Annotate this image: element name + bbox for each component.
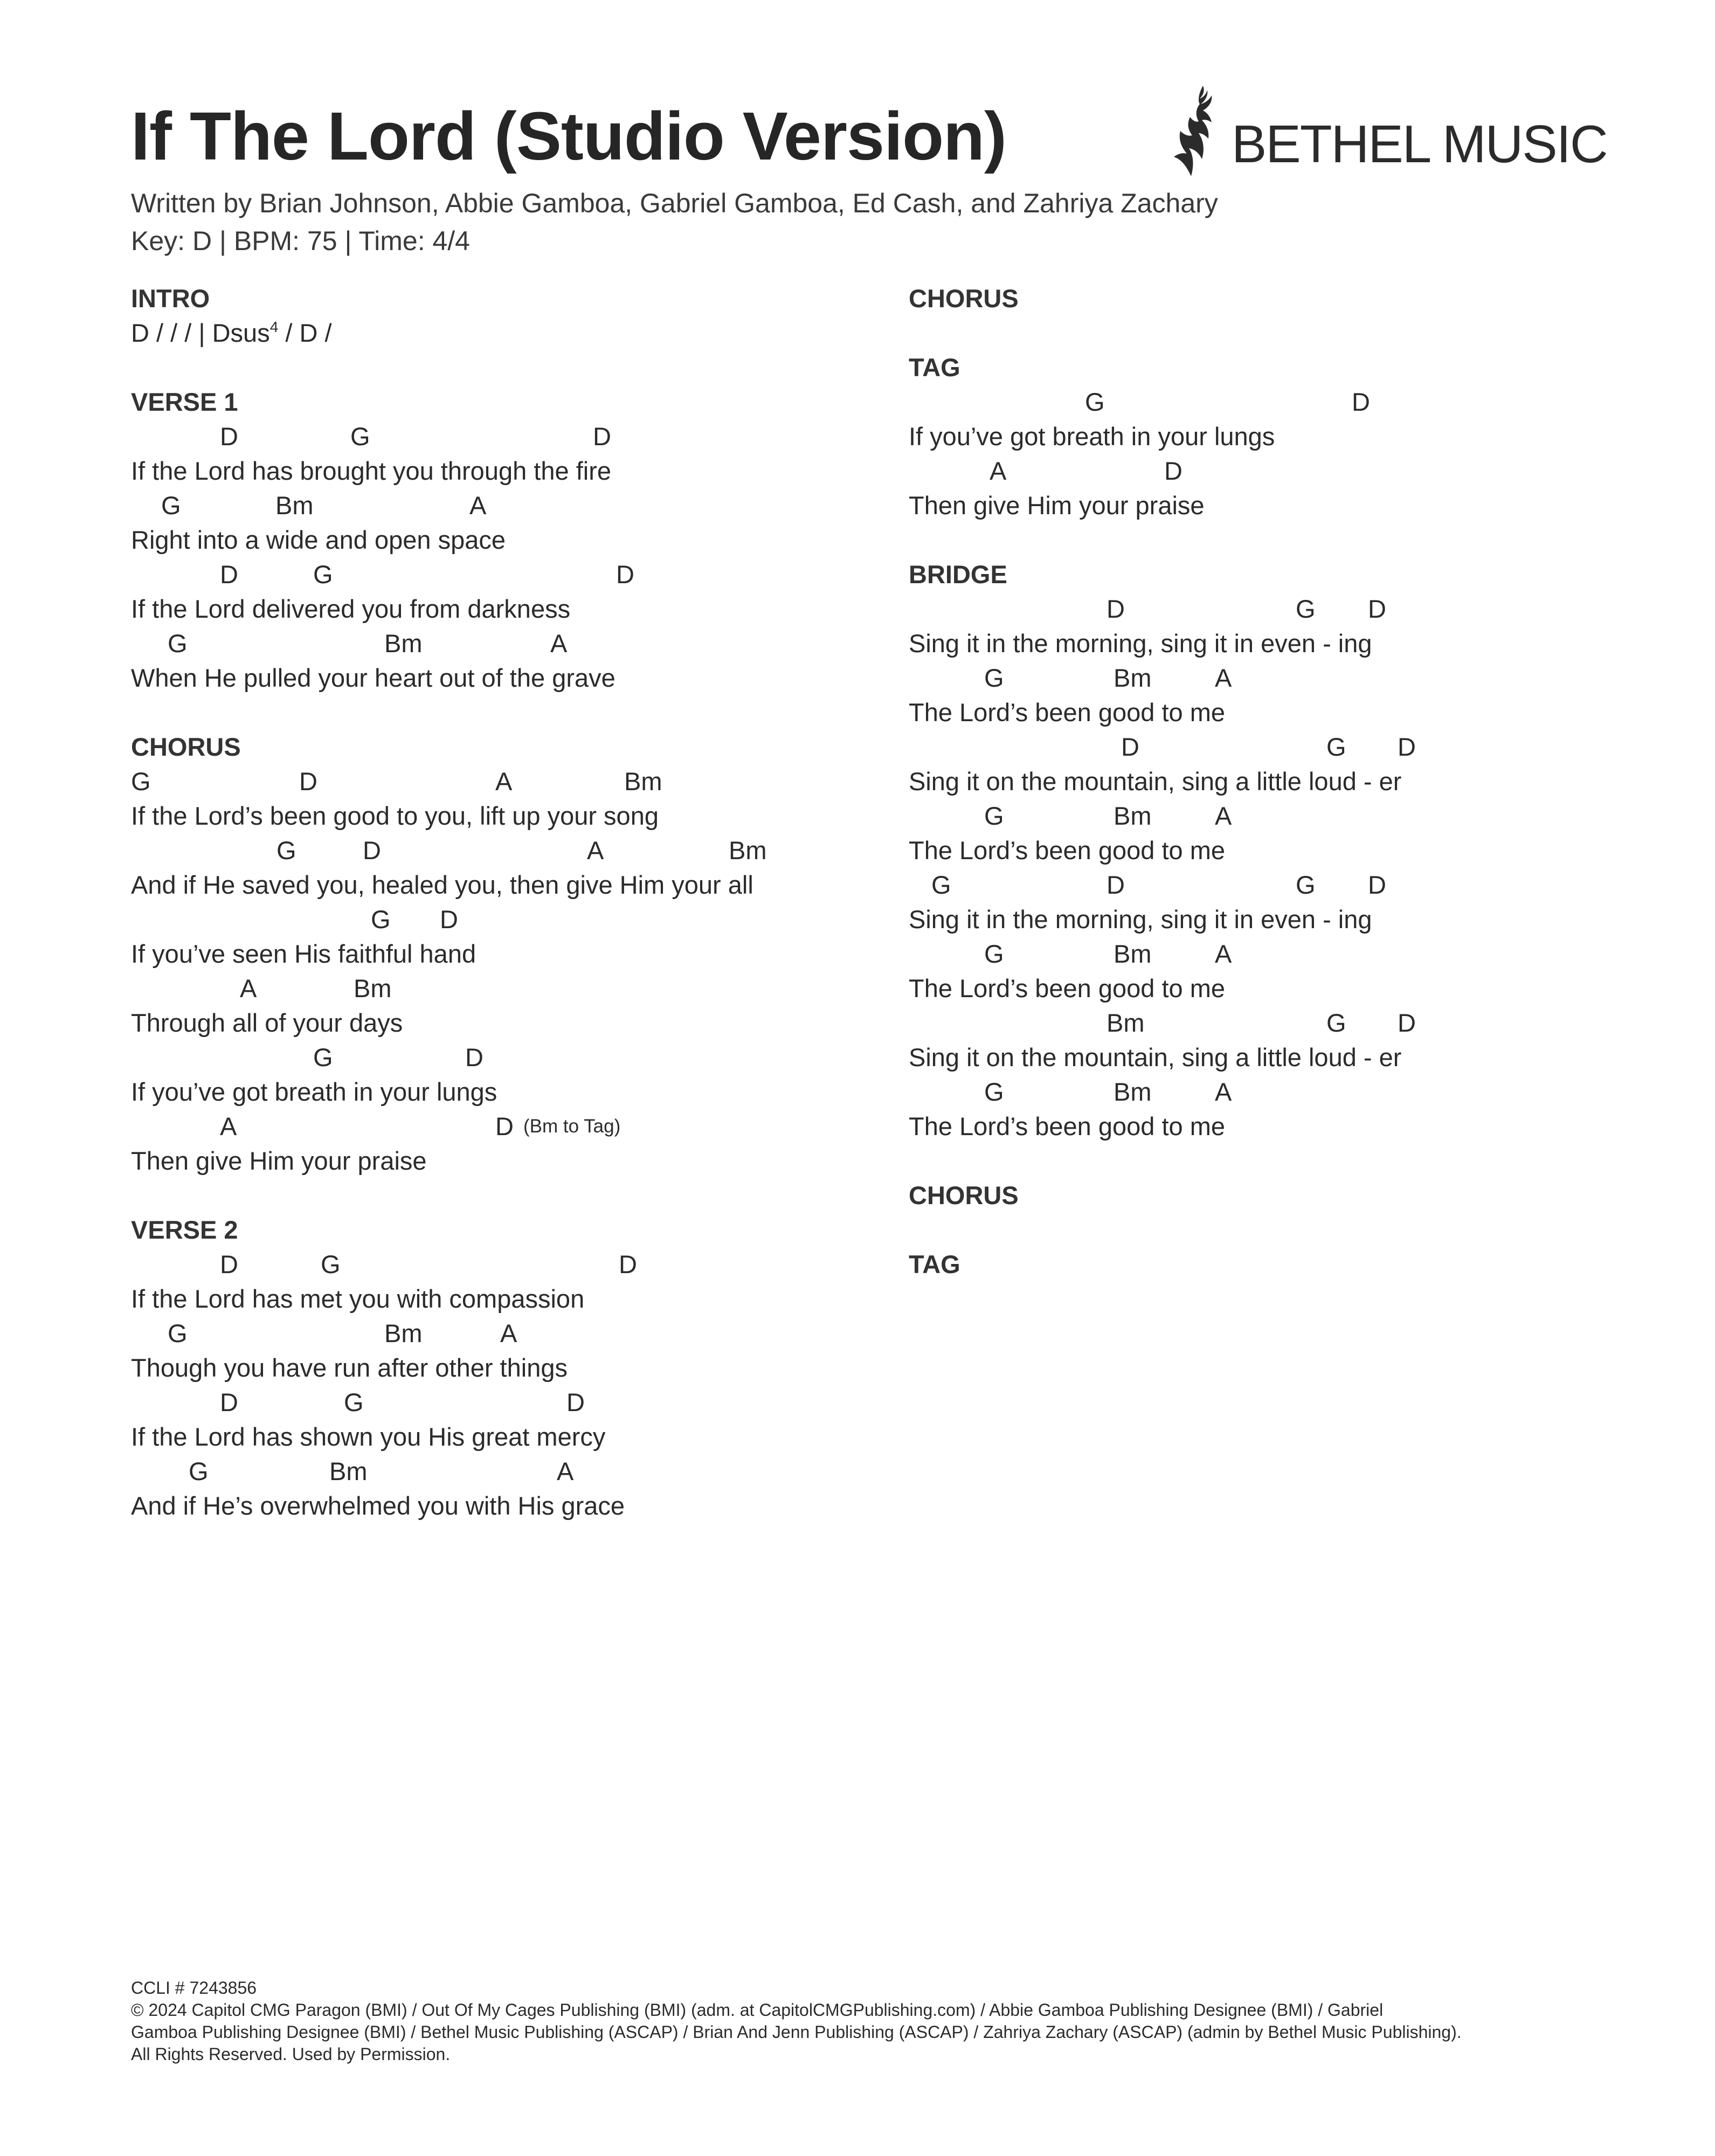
chord-line	[909, 454, 1636, 488]
chord: G	[131, 767, 151, 796]
chord-line	[131, 902, 859, 937]
chord: A	[500, 1319, 517, 1348]
lyric-line: If you’ve got breath in your lungs	[909, 422, 1275, 451]
lyric-line: The Lord’s been good to me	[909, 1112, 1226, 1141]
chord: A	[990, 457, 1007, 485]
chord-line	[131, 833, 859, 868]
chord: G	[276, 836, 296, 865]
chord-line	[131, 626, 859, 661]
chord: D	[1352, 388, 1370, 416]
chord: Bm	[729, 836, 767, 865]
lyric-line: Then give Him your praise	[909, 491, 1205, 520]
lyric-line: Sing it on the mountain, sing a little loud - er	[909, 1043, 1402, 1072]
section-intro	[131, 281, 859, 350]
chord: A	[1215, 801, 1232, 830]
chord: A	[557, 1457, 574, 1485]
chord-line	[909, 730, 1636, 764]
chord: D	[220, 1250, 238, 1279]
lyric-line: And if He’s overwhelmed you with His grace	[131, 1491, 625, 1520]
chord: G	[1296, 595, 1316, 623]
chord: D	[1164, 457, 1182, 485]
section-verse-1	[131, 385, 859, 695]
chord-note: (Bm to Tag)	[523, 1116, 621, 1137]
chord: G	[1085, 388, 1105, 416]
chord: D	[566, 1388, 585, 1416]
chord: Bm	[384, 1319, 423, 1348]
section-title-chorus-repeat: CHORUS	[909, 1181, 1019, 1210]
chord: A	[1215, 664, 1232, 692]
chord: G	[1326, 1008, 1346, 1037]
chord-line	[909, 385, 1636, 419]
chord: G	[161, 491, 181, 520]
lyric-line: If the Lord has brought you through the fire	[131, 457, 611, 485]
section-title: BRIDGE	[909, 560, 1007, 589]
chord: D	[616, 560, 634, 589]
chord: D	[220, 1388, 238, 1416]
chord: D	[220, 560, 238, 589]
lyric-line: Sing it in the morning, sing it in even - ing	[909, 629, 1372, 658]
lyric-line: If you’ve seen His faithful hand	[131, 939, 476, 968]
chord-line	[131, 1109, 859, 1144]
chord: D	[1398, 733, 1416, 761]
intro-chords-end: / D /	[278, 319, 332, 347]
chord-line	[909, 937, 1636, 971]
chord: G	[350, 422, 370, 451]
chord: Bm	[1114, 1077, 1152, 1106]
chord: D	[619, 1250, 637, 1279]
section-title-tag-repeat: TAG	[909, 1250, 960, 1279]
chord: D	[220, 422, 238, 451]
lyric-line: The Lord’s been good to me	[909, 836, 1226, 865]
chord: G	[931, 870, 951, 899]
lyric-line: Though you have run after other things	[131, 1353, 568, 1382]
chord: G	[984, 1077, 1004, 1106]
chord: G	[984, 801, 1004, 830]
chord: Bm	[1114, 939, 1152, 968]
chord: D	[299, 767, 317, 796]
chord: D	[1398, 1008, 1416, 1037]
chord-line	[131, 971, 859, 1006]
chord: G	[321, 1250, 341, 1279]
chord: D	[440, 905, 458, 934]
chord: Bm	[275, 491, 314, 520]
section-title: VERSE 2	[131, 1215, 238, 1244]
copyright-footer	[131, 1977, 1683, 2065]
song-key-bpm-time: Key: D | BPM: 75 | Time: 4/4	[131, 226, 470, 256]
lyric-line: And if He saved you, healed you, then give Him your all	[131, 870, 753, 899]
chord: G	[984, 664, 1004, 692]
chord: Bm	[329, 1457, 368, 1485]
chord: A	[550, 629, 568, 658]
copyright-line: All Rights Reserved. Used by Permission.	[131, 2044, 451, 2064]
section-title: CHORUS	[131, 733, 241, 761]
lyric-line: The Lord’s been good to me	[909, 974, 1226, 1003]
chord: G	[344, 1388, 364, 1416]
section-tag	[909, 350, 1636, 523]
section-bridge	[909, 557, 1636, 1144]
lyric-line: If you’ve got breath in your lungs	[131, 1077, 497, 1106]
chord: A	[240, 974, 257, 1003]
section-title: INTRO	[131, 284, 210, 313]
chord: A	[469, 491, 487, 520]
chord: Bm	[1114, 664, 1152, 692]
chord: G	[1296, 870, 1316, 899]
copyright-line: Gamboa Publishing Designee (BMI) / Bethel Music Publishing (ASCAP) / Brian And Jenn Publishing (ASCAP) / Zahriya Zachary (ASCAP) (admin by Bethel Music Publishing).	[131, 2022, 1462, 2042]
chord: D	[1368, 870, 1386, 899]
intro-chord-line	[131, 316, 859, 350]
chord: A	[1215, 1077, 1232, 1106]
deer-head-icon	[1170, 84, 1229, 181]
intro-chords: D / / / | Dsus	[131, 319, 270, 347]
chord-line	[131, 557, 859, 592]
chord: G	[984, 939, 1004, 968]
lyric-line: If the Lord’s been good to you, lift up your song	[131, 801, 659, 830]
chord-line	[131, 419, 859, 454]
song-title: If The Lord (Studio Version)	[131, 98, 1006, 174]
right-column	[909, 281, 1636, 1282]
lyric-line: Sing it in the morning, sing it in even - ing	[909, 905, 1372, 934]
chord-line	[131, 1247, 859, 1282]
lyric-line: Then give Him your praise	[131, 1146, 427, 1175]
chord: G	[189, 1457, 209, 1485]
chord-line	[131, 488, 859, 523]
chord: Bm	[354, 974, 392, 1003]
chord: G	[313, 1043, 333, 1072]
chord: D	[1107, 870, 1125, 899]
lyric-line: If the Lord delivered you from darkness	[131, 595, 571, 623]
chord: A	[587, 836, 604, 865]
chord-line	[909, 1075, 1636, 1109]
song-writers: Written by Brian Johnson, Abbie Gamboa, Gabriel Gamboa, Ed Cash, and Zahriya Zachary	[131, 188, 1218, 218]
chord-line	[909, 868, 1636, 902]
chord: D	[1368, 595, 1386, 623]
chord: G	[313, 560, 333, 589]
section-title: VERSE 1	[131, 388, 238, 416]
chord: G	[1326, 733, 1346, 761]
chord: Bm	[384, 629, 423, 658]
chord-line	[131, 1385, 859, 1420]
chord: G	[168, 1319, 188, 1348]
section-chorus	[131, 730, 859, 1178]
chord: A	[220, 1112, 237, 1141]
chord-line	[131, 764, 859, 799]
intro-sus-superscript: 4	[269, 319, 279, 335]
chord: D	[1121, 733, 1139, 761]
chord: D	[1107, 595, 1125, 623]
chord: D	[593, 422, 611, 451]
lyric-line: Sing it on the mountain, sing a little loud - er	[909, 767, 1402, 796]
chord-line	[131, 1040, 859, 1075]
chord: Bm	[1114, 801, 1152, 830]
section-verse-2	[131, 1213, 859, 1523]
chord-line	[909, 799, 1636, 833]
lyric-line: Through all of your days	[131, 1008, 403, 1037]
bethel-music-logo	[1170, 84, 1607, 181]
chord: D	[363, 836, 381, 865]
chord: Bm	[1107, 1008, 1145, 1037]
copyright-line: © 2024 Capitol CMG Paragon (BMI) / Out Of My Cages Publishing (BMI) (adm. at CapitolCMGPublishing.com) / Abbie Gamboa Publishing Designee (BMI) / Gabriel	[131, 2000, 1384, 2020]
logo-text: BETHEL MUSIC	[1232, 114, 1607, 174]
chord: G	[168, 629, 188, 658]
chord-line	[909, 1006, 1636, 1040]
chord: D	[465, 1043, 483, 1072]
chord: A	[495, 767, 513, 796]
lyric-line: Right into a wide and open space	[131, 526, 506, 554]
chord-line	[131, 1316, 859, 1351]
section-title: TAG	[909, 353, 960, 382]
chord: Bm	[624, 767, 662, 796]
left-column	[131, 281, 859, 1523]
lyric-line: If the Lord has shown you His great mercy	[131, 1422, 606, 1451]
chord-line	[909, 592, 1636, 626]
chord: A	[1215, 939, 1232, 968]
ccli-number: CCLI # 7243856	[131, 1978, 257, 1998]
lyric-line: When He pulled your heart out of the grave	[131, 664, 616, 692]
lyric-line: If the Lord has met you with compassion	[131, 1284, 585, 1313]
section-title-chorus-repeat: CHORUS	[909, 284, 1019, 313]
chord-line	[909, 661, 1636, 695]
chord: D	[495, 1112, 514, 1141]
chord-line	[131, 1454, 859, 1489]
chord: G	[371, 905, 391, 934]
lyric-line: The Lord’s been good to me	[909, 698, 1226, 727]
